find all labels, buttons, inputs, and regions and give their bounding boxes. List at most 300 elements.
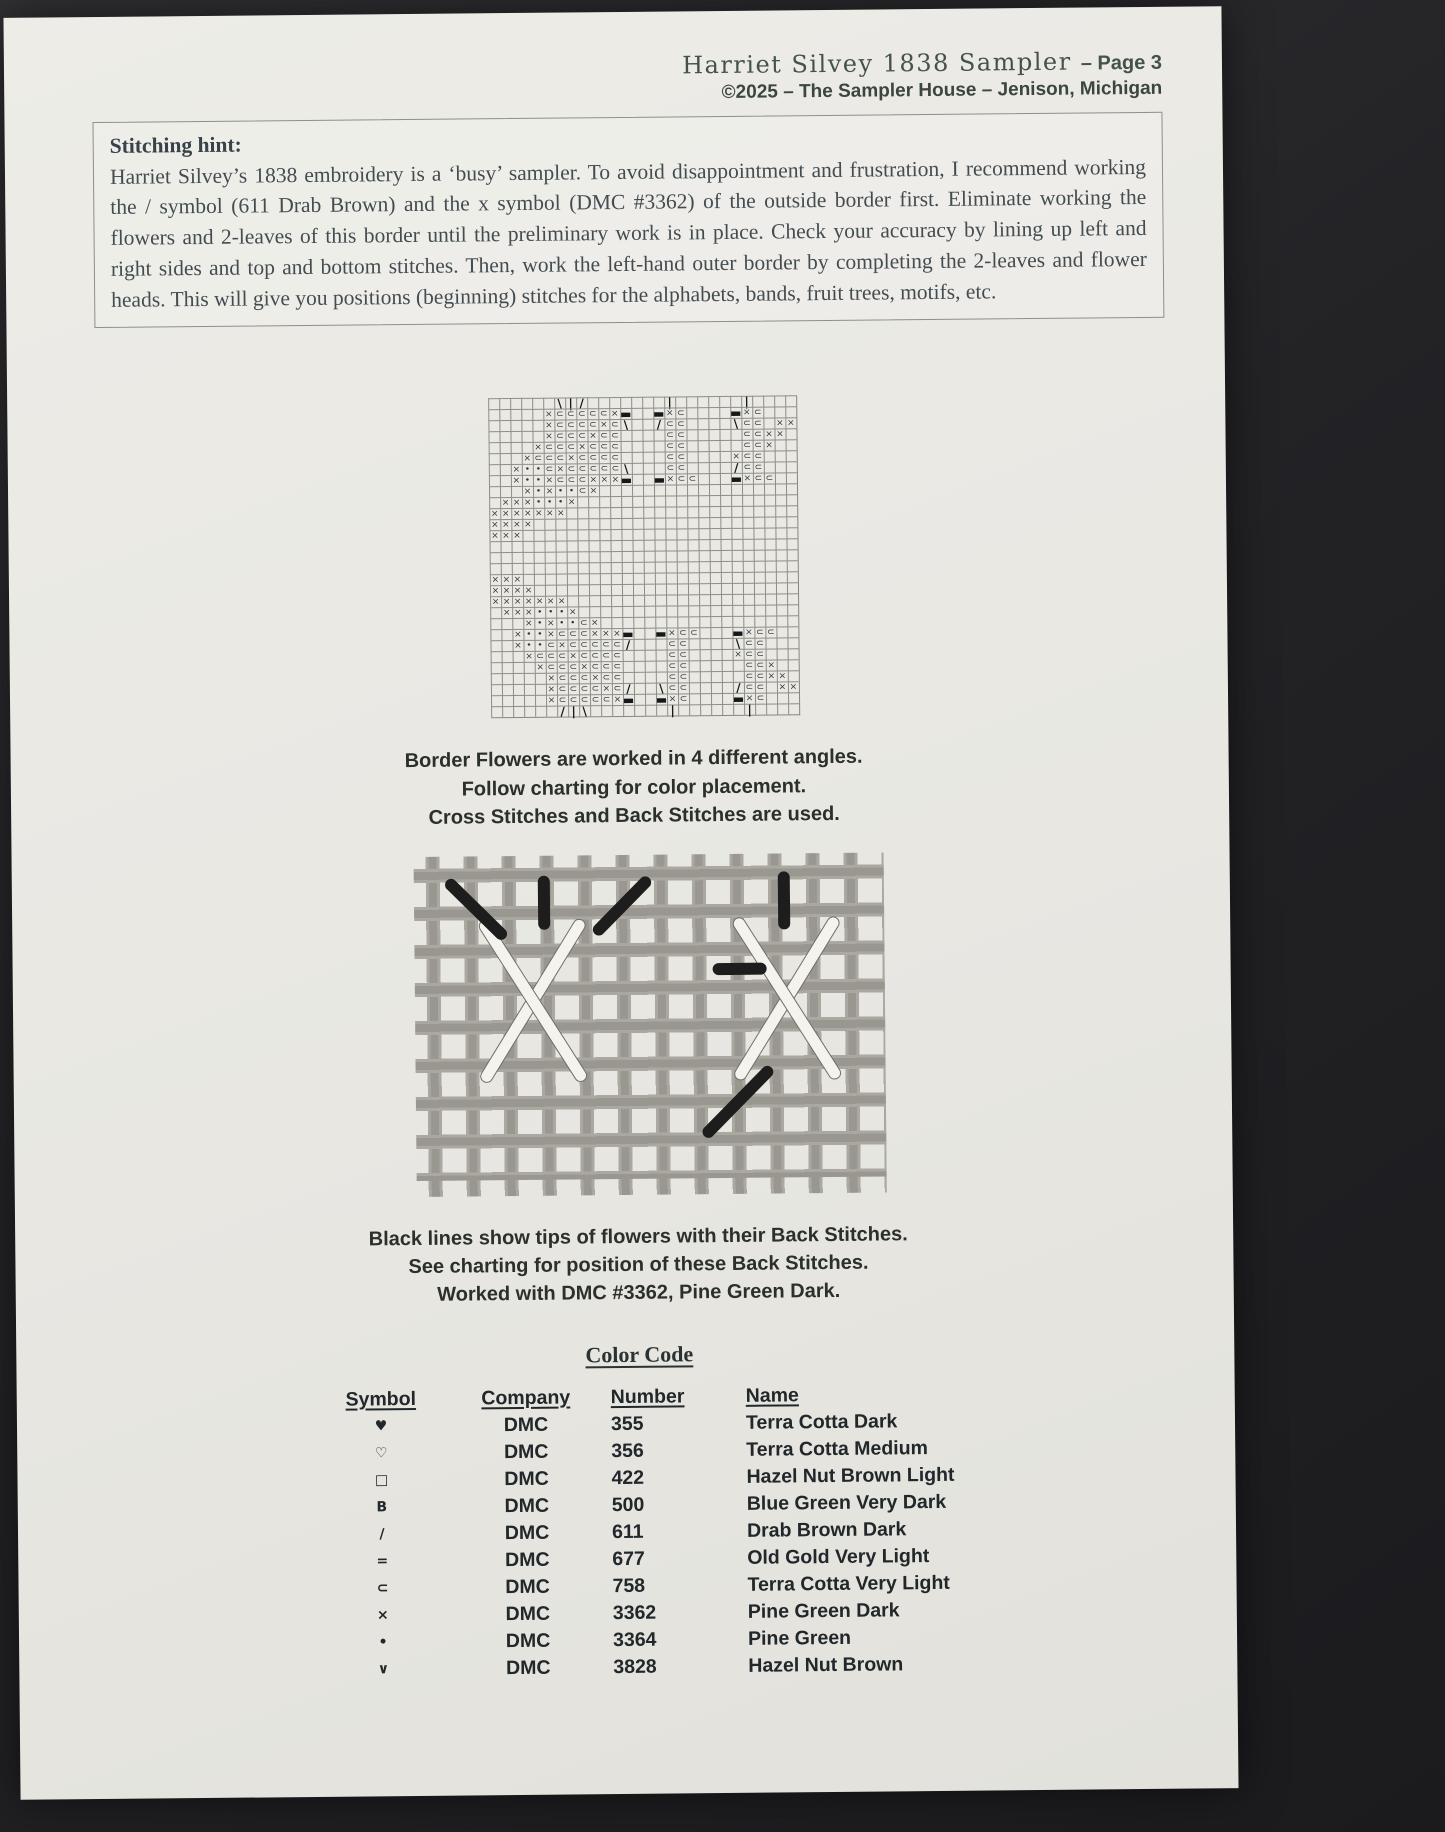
chart-cell: ⊂ [589, 651, 600, 662]
chart-cell: ⊂ [763, 473, 774, 484]
chart-cell: • [544, 497, 555, 508]
chart-cell [697, 430, 708, 441]
chart-cell: ⊂ [675, 419, 686, 430]
chart-cell [610, 529, 621, 540]
chart-cell [533, 585, 544, 596]
chart-cell [653, 452, 664, 463]
chart-cell: • [532, 486, 543, 497]
chart-cell [611, 595, 622, 606]
chart-cell: × [511, 519, 522, 530]
chart-cell [512, 651, 523, 662]
chart-cell: ⊂ [677, 672, 688, 683]
chart-cell: × [512, 607, 523, 618]
chart-cell [500, 563, 511, 574]
chart-cell [488, 443, 499, 454]
chart-cell: × [543, 409, 554, 420]
chart-cell: ⊂ [675, 452, 686, 463]
chart-cell [633, 694, 644, 705]
chart-cell [655, 595, 666, 606]
chart-cell [642, 419, 653, 430]
chart-cell: • [532, 464, 543, 475]
chart-cell [764, 506, 775, 517]
chart-cell: ⊂ [556, 651, 567, 662]
chart-cell [501, 673, 512, 684]
chart-cell [510, 442, 521, 453]
chart-cell [709, 561, 720, 572]
color-name: Blue Green Very Dark [746, 1490, 947, 1515]
chart-cell [688, 694, 699, 705]
caption-line: Cross Stitches and Back Stitches are used. [428, 803, 840, 830]
chart-cell: ⊂ [568, 695, 579, 706]
chart-cell [720, 506, 731, 517]
chart-cell: ⊂ [677, 650, 688, 661]
chart-cell [488, 421, 499, 432]
chart-cell [731, 539, 742, 550]
chart-cell [721, 671, 732, 682]
chart-cell: • [532, 475, 543, 486]
chart-cell [686, 408, 697, 419]
chart-cell [633, 617, 644, 628]
chart-cell [709, 572, 720, 583]
chart-cell: ⊂ [743, 649, 754, 660]
chart-cell [489, 498, 500, 509]
chart-cell [774, 396, 785, 407]
chart-cell: × [587, 475, 598, 486]
chart-cell: ⊂ [752, 429, 763, 440]
chart-cell [753, 517, 764, 528]
chart-cell: × [522, 519, 533, 530]
chart-cell [775, 506, 786, 517]
chart-cell [699, 639, 710, 650]
chart-cell: ⊂ [664, 441, 675, 452]
chart-cell [587, 398, 598, 409]
chart-cell [588, 530, 599, 541]
chart-cell: ⊂ [554, 475, 565, 486]
chart-cell [688, 606, 699, 617]
chart-cell [490, 674, 501, 685]
chart-cell [653, 485, 664, 496]
chart-cell [490, 663, 501, 674]
chart-cell [731, 572, 742, 583]
chart-cell: × [545, 684, 556, 695]
caption-line: Worked with DMC #3362, Pine Green Dark. [437, 1280, 841, 1307]
chart-cell [677, 617, 688, 628]
chart-cell: ⊂ [565, 475, 576, 486]
chart-cell [731, 550, 742, 561]
chart-cell [763, 451, 774, 462]
chart-cell: × [501, 607, 512, 618]
chart-cell [532, 431, 543, 442]
chart-cell: • [565, 486, 576, 497]
chart-cell [632, 551, 643, 562]
chart-cell [765, 638, 776, 649]
chart-cell: ⊂ [554, 409, 565, 420]
chart-cell [532, 398, 543, 409]
chart-cell: ⊂ [609, 452, 620, 463]
chart-cell [522, 574, 533, 585]
chart-cell: / [622, 683, 633, 694]
chart-cell [699, 672, 710, 683]
stitch-symbol: ⊂ [376, 1580, 389, 1597]
chart-cell [499, 475, 510, 486]
chart-cell [491, 696, 502, 707]
chart-cell: × [544, 508, 555, 519]
chart-cell [753, 539, 764, 550]
chart-cell [731, 506, 742, 517]
chart-cell [720, 528, 731, 539]
chart-cell [686, 430, 697, 441]
chart-cell [775, 561, 786, 572]
chart-cell [588, 585, 599, 596]
chart-cell [677, 595, 688, 606]
chart-cell [720, 539, 731, 550]
chart-cell: ⊂ [543, 453, 554, 464]
chart-cell [555, 585, 566, 596]
chart-cell [577, 508, 588, 519]
chart-cell [788, 704, 799, 715]
chart-cell [644, 639, 655, 650]
chart-cell [764, 517, 775, 528]
chart-cell [775, 550, 786, 561]
chart-cell [720, 495, 731, 506]
chart-cell [785, 396, 796, 407]
chart-cell [719, 484, 730, 495]
chart-cell: \ [655, 683, 666, 694]
chart-cell [620, 485, 631, 496]
chart-cell [764, 495, 775, 506]
color-number: 500 [611, 1493, 645, 1516]
chart-cell [511, 552, 522, 563]
chart-cell: • [556, 607, 567, 618]
chart-cell [577, 530, 588, 541]
chart-cell [719, 429, 730, 440]
chart-cell [633, 683, 644, 694]
chart-cell [709, 495, 720, 506]
chart-cell [776, 594, 787, 605]
chart-cell: × [763, 440, 774, 451]
chart-cell [698, 573, 709, 584]
chart-cell [686, 452, 697, 463]
chart-cell [787, 660, 798, 671]
chart-cell [753, 495, 764, 506]
chart-cell [708, 407, 719, 418]
chart-cell [521, 409, 532, 420]
chart-cell: ⊂ [567, 629, 578, 640]
chart-cell [774, 451, 785, 462]
chart-cell [632, 496, 643, 507]
chart-cell: ⊂ [664, 463, 675, 474]
chart-cell: × [565, 453, 576, 464]
chart-cell [642, 397, 653, 408]
chart-cell [786, 517, 797, 528]
chart-cell: ⊂ [587, 442, 598, 453]
chart-cell: ⊂ [743, 671, 754, 682]
stitching-hint-box [92, 112, 1164, 329]
chart-cell [566, 552, 577, 563]
chart-cell: ⊂ [600, 661, 611, 672]
chart-cell [721, 693, 732, 704]
chart-cell: ⊂ [675, 441, 686, 452]
chart-cell: ⊂ [754, 693, 765, 704]
chart-cell [499, 464, 510, 475]
column-header: Name [745, 1384, 799, 1407]
chart-cell [544, 530, 555, 541]
color-number: 758 [612, 1574, 646, 1597]
chart-cell [490, 619, 501, 630]
chart-cell [687, 551, 698, 562]
chart-cell: × [732, 649, 743, 660]
color-name: Hazel Nut Brown [748, 1653, 904, 1677]
chart-cell: ⊂ [609, 441, 620, 452]
chart-cell [753, 583, 764, 594]
chart-cell [645, 705, 656, 716]
chart-cell: ⊂ [752, 451, 763, 462]
color-company: DMC [505, 1629, 551, 1652]
stitch-symbol: ♡ [374, 1445, 388, 1462]
chart-cell [566, 530, 577, 541]
chart-cell: • [567, 618, 578, 629]
chart-cell [632, 584, 643, 595]
chart-cell [775, 495, 786, 506]
chart-cell: ⊂ [677, 628, 688, 639]
caption-line: Follow charting for color placement. [461, 775, 807, 801]
chart-cell [533, 541, 544, 552]
chart-cell: ⊂ [600, 694, 611, 705]
color-code-title: Color Code [585, 1341, 694, 1368]
chart-cell [731, 528, 742, 539]
color-company: DMC [505, 1602, 551, 1625]
copyright-line: ©2025 – The Sampler House – Jenison, Michigan [721, 77, 1163, 103]
chart-cell: • [534, 629, 545, 640]
chart-cell [686, 419, 697, 430]
chart-cell: × [587, 486, 598, 497]
chart-cell [555, 574, 566, 585]
chart-cell [708, 418, 719, 429]
chart-cell: ⊂ [545, 640, 556, 651]
chart-cell [742, 550, 753, 561]
chart-cell: ▬ [653, 406, 665, 422]
chart-cell [631, 485, 642, 496]
color-code-table [321, 1380, 1034, 1684]
chart-cell [642, 474, 653, 485]
chart-cell: | [667, 705, 678, 716]
chart-cell [588, 541, 599, 552]
chart-cell [687, 540, 698, 551]
chart-cell [708, 451, 719, 462]
chart-cell [555, 519, 566, 530]
chart-cell [621, 507, 632, 518]
chart-cell [578, 596, 589, 607]
color-name: Hazel Nut Brown Light [746, 1463, 955, 1488]
chart-cell [775, 572, 786, 583]
chart-cell [631, 430, 642, 441]
chart-cell: ⊂ [587, 464, 598, 475]
chart-cell: \ [620, 463, 631, 474]
chart-cell [654, 551, 665, 562]
chart-cell [622, 650, 633, 661]
chart-cell: ⊂ [752, 418, 763, 429]
color-name: Drab Brown Dark [746, 1518, 907, 1542]
chart-cell: ⊂ [565, 420, 576, 431]
chart-cell: × [511, 574, 522, 585]
chart-cell [687, 507, 698, 518]
chart-cell [534, 684, 545, 695]
chart-cell [588, 508, 599, 519]
chart-cell: × [666, 628, 677, 639]
chart-cell [742, 539, 753, 550]
color-company: DMC [504, 1521, 550, 1544]
chart-cell: × [666, 694, 677, 705]
chart-cell [689, 705, 700, 716]
chart-cell: • [534, 640, 545, 651]
chart-cell: × [543, 486, 554, 497]
chart-cell [610, 551, 621, 562]
chart-cell [656, 705, 667, 716]
chart-cell [676, 573, 687, 584]
chart-cell: × [743, 693, 754, 704]
chart-cell: ⊂ [589, 695, 600, 706]
chart-cell [533, 552, 544, 563]
chart-cell: × [534, 662, 545, 673]
chart-cell [644, 606, 655, 617]
chart-cell: ⊂ [578, 695, 589, 706]
chart-cell [742, 506, 753, 517]
chart-cell: × [512, 640, 523, 651]
chart-cell [721, 605, 732, 616]
chart-cell [499, 486, 510, 497]
chart-cell: × [521, 486, 532, 497]
chart-cell [787, 627, 798, 638]
chart-cell [764, 561, 775, 572]
chart-cell [499, 442, 510, 453]
chart-cell [654, 518, 665, 529]
chart-cell [720, 572, 731, 583]
chart-cell [598, 485, 609, 496]
chart-cell [501, 629, 512, 640]
chart-cell [566, 563, 577, 574]
chart-cell [775, 583, 786, 594]
chart-cell [700, 705, 711, 716]
chart-cell: ⊂ [567, 662, 578, 673]
chart-cell: ⊂ [741, 429, 752, 440]
chart-cell [632, 562, 643, 573]
chart-cell: × [609, 474, 620, 485]
chart-cell [721, 627, 732, 638]
chart-cell [711, 704, 722, 715]
chart-cell [697, 485, 708, 496]
chart-cell: ⊂ [543, 464, 554, 475]
chart-cell [644, 650, 655, 661]
caption-line: See charting for position of these Back Stitches. [408, 1251, 869, 1279]
chart-cell [787, 605, 798, 616]
chart-cell [699, 628, 710, 639]
chart-cell [633, 650, 644, 661]
chart-cell: ▬ [620, 473, 633, 488]
chart-cell [787, 594, 798, 605]
chart-cell [763, 396, 774, 407]
chart-cell [719, 473, 730, 484]
chart-cell [620, 441, 631, 452]
chart-cell: ⊂ [666, 650, 677, 661]
chart-cell [755, 704, 766, 715]
chart-cell: ⊂ [754, 649, 765, 660]
chart-cell [490, 685, 501, 696]
chart-cell [698, 584, 709, 595]
chart-cell [675, 397, 686, 408]
chart-cell [577, 585, 588, 596]
chart-cell [710, 660, 721, 671]
chart-cell [588, 497, 599, 508]
chart-cell [488, 487, 499, 498]
chart-cell: ⊂ [666, 639, 677, 650]
chart-cell: × [522, 497, 533, 508]
chart-cell: ⊂ [576, 420, 587, 431]
chart-cell: ⊂ [741, 418, 752, 429]
chart-cell [776, 616, 787, 627]
chart-cell [588, 574, 599, 585]
chart-cell [644, 595, 655, 606]
chart-cell [510, 420, 521, 431]
chart-cell: ⊂ [765, 627, 776, 638]
chart-cell [731, 495, 742, 506]
chart-cell [524, 695, 535, 706]
chart-cell: × [490, 597, 501, 608]
chart-cell: ⊂ [664, 430, 675, 441]
chart-cell [763, 484, 774, 495]
chart-cell [566, 519, 577, 530]
column-header: Company [481, 1386, 571, 1410]
chart-cell: ⊂ [600, 672, 611, 683]
chart-cell [655, 661, 666, 672]
chart-cell [687, 518, 698, 529]
chart-cell [676, 507, 687, 518]
chart-cell [534, 673, 545, 684]
chart-cell [500, 541, 511, 552]
chart-cell: × [664, 474, 675, 485]
chart-cell [632, 507, 643, 518]
chart-cell [699, 595, 710, 606]
color-company: DMC [503, 1413, 549, 1436]
chart-cell: ⊂ [664, 419, 675, 430]
chart-cell: ⊂ [675, 430, 686, 441]
chart-cell: ⊂ [587, 453, 598, 464]
chart-cell: ⊂ [578, 684, 589, 695]
chart-cell: × [774, 418, 785, 429]
chart-cell: ▬ [730, 406, 742, 421]
chart-cell: × [611, 694, 622, 705]
chart-cell [621, 584, 632, 595]
chart-cell [566, 508, 577, 519]
chart-cell [600, 606, 611, 617]
chart-cell [523, 673, 534, 684]
chart-cell: × [730, 451, 741, 462]
chart-cell [776, 627, 787, 638]
chart-cell: × [555, 508, 566, 519]
chart-cell: ⊂ [611, 672, 622, 683]
chart-cell [774, 484, 785, 495]
chart-cell: ▬ [732, 626, 744, 641]
chart-cell [743, 605, 754, 616]
chart-cell [512, 684, 523, 695]
chart-cell [488, 454, 499, 465]
chart-cell: ⊂ [743, 638, 754, 649]
chart-cell: ⊂ [664, 452, 675, 463]
chart-cell [721, 649, 732, 660]
page-number: – Page 3 [1080, 51, 1163, 75]
chart-cell [621, 551, 632, 562]
chart-cell: ⊂ [611, 639, 622, 650]
chart-cell [632, 573, 643, 584]
